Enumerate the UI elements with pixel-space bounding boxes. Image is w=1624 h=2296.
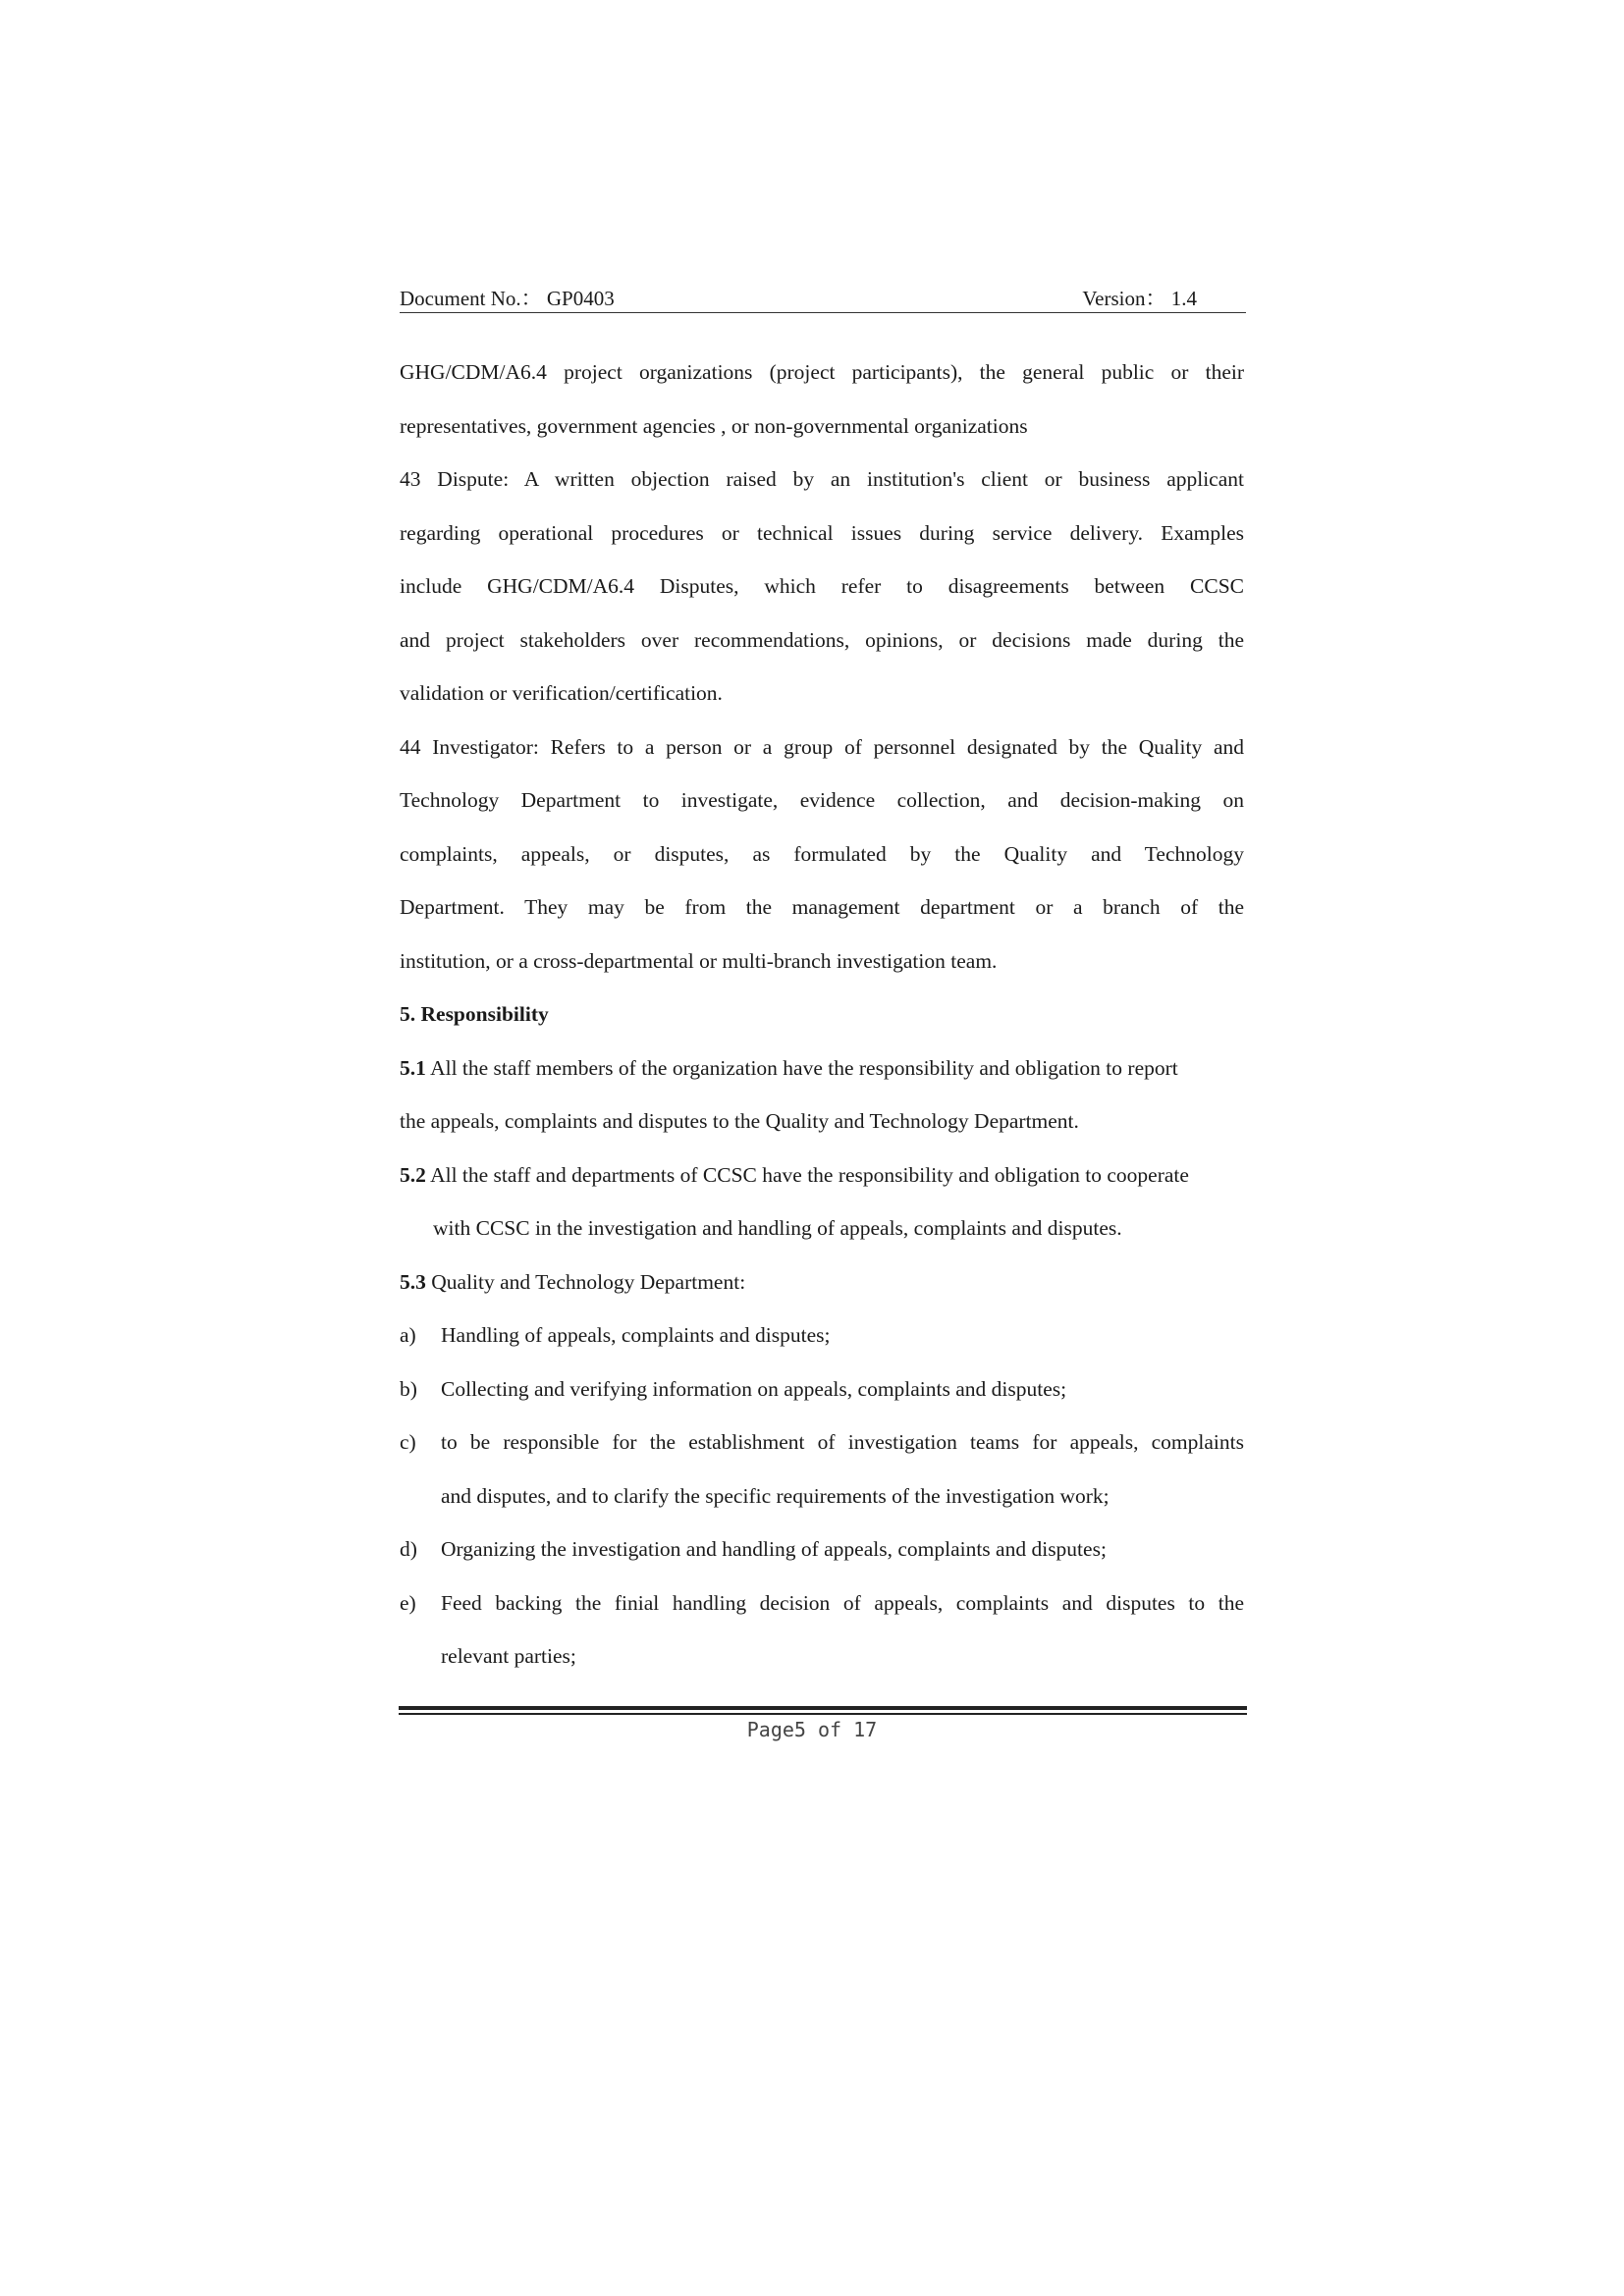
- document-version: Version： 1.4: [1082, 287, 1197, 310]
- paragraph-line: GHG/CDM/A6.4 project organizations (project participants), the general public or their: [400, 360, 1244, 384]
- clause-5-2-cont: with CCSC in the investigation and handling of appeals, complaints and disputes.: [433, 1216, 1122, 1240]
- list-item: [400, 1362, 1244, 1416]
- list-item-text: to be responsible for the establishment of investigation teams for appeals, complaints: [441, 1430, 1244, 1454]
- list-marker: e): [400, 1590, 416, 1615]
- list-item: [400, 1308, 1244, 1362]
- list-marker: d): [400, 1537, 417, 1561]
- list-marker: a): [400, 1323, 416, 1347]
- clause-text: Quality and Technology Department:: [425, 1269, 746, 1294]
- list-item-text: relevant parties;: [441, 1644, 576, 1668]
- list-item: [400, 1415, 1244, 1522]
- definition-43-line: 43 Dispute: A written objection raised by an institution's client or business applicant: [400, 467, 1244, 491]
- list-item: [400, 1522, 1244, 1576]
- definition-43-line: regarding operational procedures or technical issues during service delivery. Examples: [400, 520, 1244, 545]
- clause-5-1: [400, 1041, 1244, 1095]
- list-item-text: and disputes, and to clarify the specific requirements of the investigation work;: [441, 1483, 1110, 1508]
- list-item: [400, 1576, 1244, 1683]
- clause-number: 5.3: [400, 1269, 426, 1294]
- clause-text: All the staff members of the organization have the responsibility and obligation to report: [425, 1055, 1178, 1080]
- list-marker: c): [400, 1430, 416, 1454]
- page-header: [400, 277, 1246, 313]
- definition-44-line: Technology Department to investigate, evidence collection, and decision-making on: [400, 788, 1244, 812]
- clause-number: 5.1: [400, 1055, 426, 1080]
- page-number: Page5 of 17: [746, 1718, 878, 1741]
- clause-5-2: [400, 1148, 1244, 1202]
- list-item-text: Feed backing the finial handling decision of appeals, complaints and disputes to the: [441, 1590, 1244, 1615]
- list-item-text: Collecting and verifying information on appeals, complaints and disputes;: [441, 1376, 1067, 1401]
- clause-number: 5.2: [400, 1162, 426, 1187]
- definition-44-line: Department. They may be from the management department or a branch of the: [400, 895, 1244, 919]
- clause-5-3: [400, 1255, 1244, 1309]
- section-heading: 5. Responsibility: [400, 1002, 549, 1026]
- list-marker: b): [400, 1376, 417, 1401]
- list-item-text: Organizing the investigation and handling of appeals, complaints and disputes;: [441, 1537, 1107, 1561]
- definition-44-line: complaints, appeals, or disputes, as formulated by the Quality and Technology: [400, 841, 1244, 866]
- definition-44-line: institution, or a cross-departmental or multi-branch investigation team.: [400, 948, 998, 973]
- list-item-text: Handling of appeals, complaints and disputes;: [441, 1323, 831, 1347]
- definition-43-line: validation or verification/certification.: [400, 681, 723, 705]
- footer-rule-thick: [399, 1706, 1247, 1710]
- definition-44-line: 44 Investigator: Refers to a person or a group of personnel designated by the Quality and: [400, 734, 1244, 759]
- clause-5-1-cont: the appeals, complaints and disputes to the Quality and Technology Department.: [400, 1109, 1079, 1133]
- document-body: [400, 346, 1244, 1683]
- paragraph-line: representatives, government agencies , or non-governmental organizations: [400, 413, 1028, 438]
- document-number: Document No.： GP0403: [400, 287, 615, 310]
- footer-divider: [399, 1706, 1247, 1715]
- definition-43-line: and project stakeholders over recommendations, opinions, or decisions made during the: [400, 627, 1244, 652]
- definition-43-line: include GHG/CDM/A6.4 Disputes, which refer to disagreements between CCSC: [400, 574, 1244, 598]
- footer-rule-thin: [399, 1713, 1247, 1715]
- clause-text: All the staff and departments of CCSC have the responsibility and obligation to cooperate: [425, 1162, 1189, 1187]
